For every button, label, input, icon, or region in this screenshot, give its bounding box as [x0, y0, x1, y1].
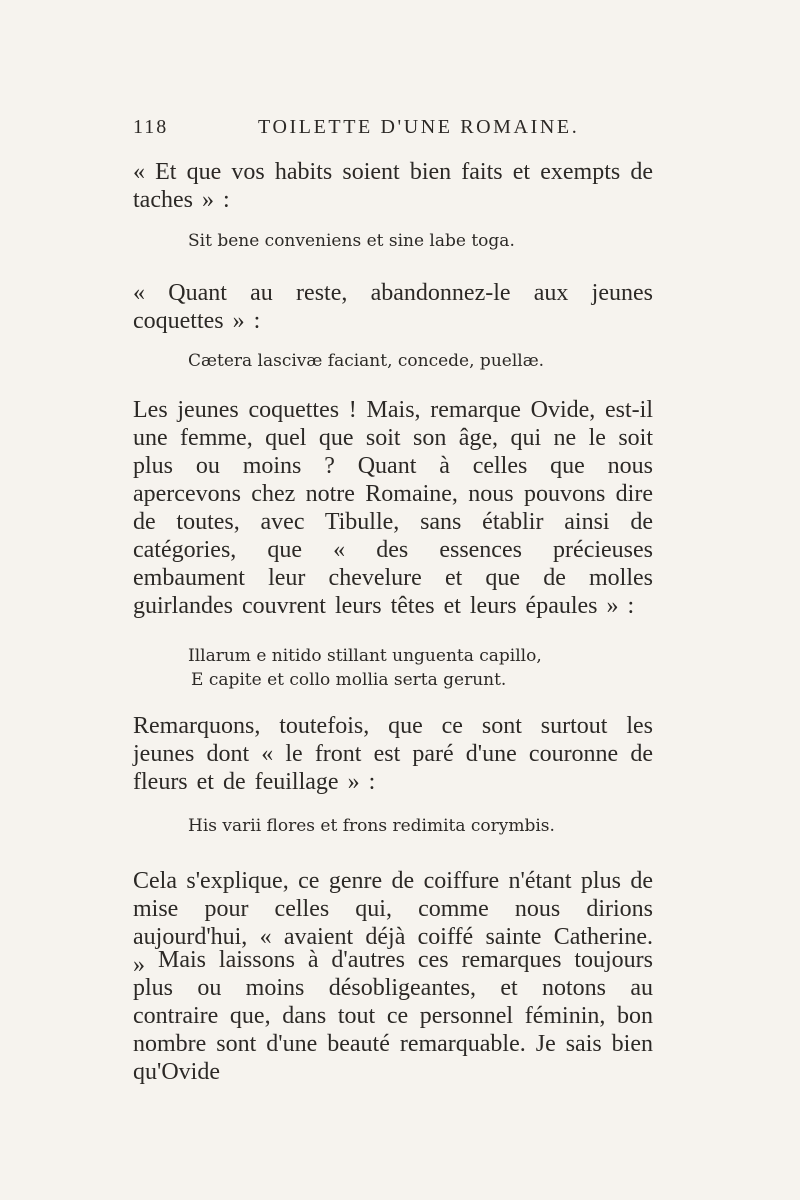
quote-line: Cætera lascivæ faciant, concede, puellæ. [188, 351, 545, 371]
body-paragraph: Les jeunes coquettes ! Mais, remarque Ovide, est-il une femme, quel que soit son âge, qui ne le soit plus ou moins ? Quant à celles que nous apercevons chez notre Romaine, nous pouvons dire de toutes, avec Tibulle, sans établir ainsi de catégories, que « des essences précieuses embaument leur chevelure et que de molles guirlandes couvrent leurs têtes et leurs épaules » : [133, 397, 653, 619]
quote-line: Sit bene conveniens et sine labe toga. [188, 231, 515, 251]
page-number: 118 [133, 116, 169, 138]
body-paragraph: « Quant au reste, abandonnez-le aux jeunes coquettes » : [133, 280, 653, 334]
body-paragraph: « Et que vos habits soient bien faits et exempts de taches » : [133, 159, 653, 213]
latin-quote [188, 644, 638, 692]
quote-line: His varii flores et frons redimita corymbis. [188, 816, 555, 836]
body-paragraph: Remarquons, toutefois, que ce sont surtout les jeunes dont « le front est paré d'une couronne de fleurs et de feuillage » : [133, 713, 653, 795]
quote-line: E capite et collo mollia serta gerunt. [191, 670, 507, 690]
latin-quote [188, 229, 638, 253]
running-head [133, 116, 653, 146]
latin-quote [188, 814, 638, 838]
running-title: TOILETTE D'UNE ROMAINE. [258, 116, 580, 138]
body-paragraph: Mais laissons à d'autres ces remarques toujours plus ou moins désobligeantes, et notons au contraire que, dans tout ce personnel féminin, bon nombre sont d'une beauté remarquable. Je sais bien qu'Ovide [133, 947, 653, 1085]
body-paragraph: Cela s'explique, ce genre de coiffure n'étant plus de mise pour celles qui, comme nous dirions aujourd'hui, « avaient déjà coiffé sainte Catherine. » [133, 868, 653, 978]
latin-quote [188, 349, 638, 373]
quote-line: Illarum e nitido stillant unguenta capillo, [188, 646, 542, 666]
